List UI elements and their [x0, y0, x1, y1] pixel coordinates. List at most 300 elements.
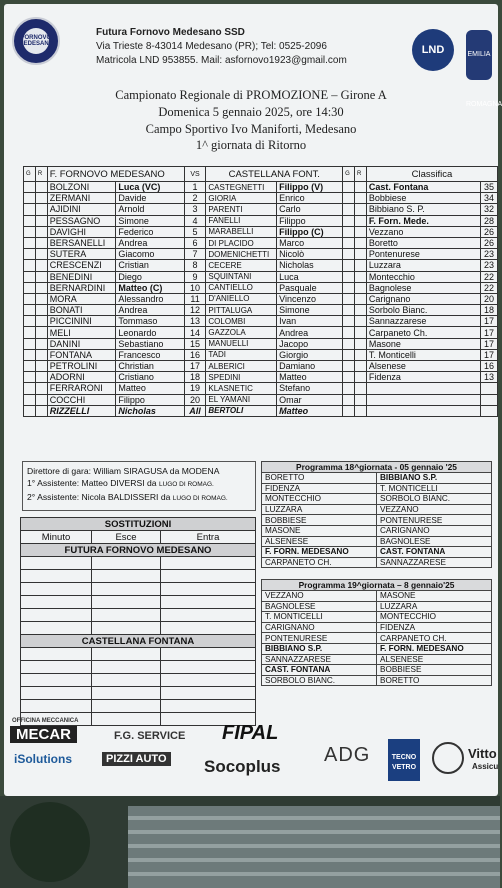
fixture-away: VEZZANO: [377, 504, 492, 515]
home-player-name: Arnold: [116, 204, 184, 215]
shirt-number: 4: [184, 215, 206, 226]
away-player-name: Matteo: [277, 405, 343, 416]
empty-cell: [24, 204, 36, 215]
fixture-away: FIDENZA: [377, 622, 492, 633]
fixture-row: [262, 515, 492, 526]
away-player-surname: PARENTI: [206, 204, 277, 215]
empty-cell: [35, 193, 47, 204]
away-player-name: Jacopo: [277, 338, 343, 349]
club-name: Futura Fornovo Medesano SSD: [96, 27, 245, 38]
empty-cell: [355, 316, 367, 327]
isolutions-logo: iSolutions: [14, 752, 72, 766]
fixture-row: [262, 643, 492, 654]
fixture-home: VEZZANO: [262, 591, 377, 602]
away-player-name: Filippo: [277, 215, 343, 226]
empty-cell: [35, 282, 47, 293]
home-player-surname: BERNARDINI: [47, 282, 116, 293]
empty-cell: [343, 226, 355, 237]
standings-team: F. Forn. Mede.: [366, 215, 480, 226]
lineup-row: [24, 215, 498, 226]
empty-cell: [35, 249, 47, 260]
fipal-logo: FIPAL: [222, 722, 279, 744]
away-player-surname: DI PLACIDO: [206, 237, 277, 248]
standings-points: 35: [481, 182, 498, 193]
substitutions-table: [20, 517, 256, 726]
standings-team: Bibbiano S. P.: [366, 204, 480, 215]
empty-cell: [355, 349, 367, 360]
fixture-home: MASONE: [262, 525, 377, 536]
standings-points: 26: [481, 237, 498, 248]
empty-cell: [24, 249, 36, 260]
lineup-sheet: [4, 4, 502, 796]
home-player-surname: BONATI: [47, 305, 116, 316]
seal-logo: [432, 742, 464, 774]
home-player-surname: CRESCENZI: [47, 260, 116, 271]
fixture-home: CAST. FONTANA: [262, 665, 377, 676]
shirt-number: 6: [184, 237, 206, 248]
empty-cell: [35, 383, 47, 394]
empty-cell: [355, 249, 367, 260]
lineup-row: [24, 372, 498, 383]
fixture-home: BIBBIANO S.P.: [262, 643, 377, 654]
vitto-logo: Vitto: [468, 746, 497, 761]
home-player-name: Luca (VC): [116, 182, 184, 193]
standings-team: Fidenza: [366, 372, 480, 383]
standings-team: Luzzara: [366, 260, 480, 271]
empty-cell: [24, 282, 36, 293]
empty-cell: [355, 182, 367, 193]
home-player-surname: RIZZELLI: [47, 405, 116, 416]
empty-cell: [35, 215, 47, 226]
lineup-row: [24, 260, 498, 271]
empty-cell: [355, 293, 367, 304]
home-player-surname: BOLZONI: [47, 182, 116, 193]
lineup-row: [24, 226, 498, 237]
shirt-number: 12: [184, 305, 206, 316]
lineup-row: [24, 338, 498, 349]
fixture-row: [262, 675, 492, 686]
home-player-name: Matteo (C): [116, 282, 184, 293]
lineup-row: [24, 361, 498, 372]
away-team-header: CASTELLANA FONT.: [206, 167, 343, 182]
away-player-surname: MANUELLI: [206, 338, 277, 349]
empty-cell: [355, 204, 367, 215]
shirt-number: 17: [184, 361, 206, 372]
empty-cell: [24, 372, 36, 383]
away-player-surname: D'ANIELLO: [206, 293, 277, 304]
fixture-home: BORETTO: [262, 473, 377, 484]
home-player-name: Christian: [116, 361, 184, 372]
away-player-name: Marco: [277, 237, 343, 248]
background-photo: [0, 796, 500, 888]
fixture-home: FIDENZA: [262, 483, 377, 494]
standings-points: 26: [481, 226, 498, 237]
empty-cell: [343, 282, 355, 293]
fixture-row: [262, 494, 492, 505]
fixture-home: SORBOLO BIANC.: [262, 675, 377, 686]
empty-cell: [343, 316, 355, 327]
club-info: [96, 26, 347, 68]
standings-points: 28: [481, 215, 498, 226]
lineup-row: [24, 271, 498, 282]
fixture-row: [262, 622, 492, 633]
subs-home-title: FUTURA FORNOVO MEDESANO: [21, 544, 256, 557]
fixture-row: [262, 591, 492, 602]
away-player-name: Luca: [277, 271, 343, 282]
lineup-row: [24, 204, 498, 215]
empty-cell: [35, 293, 47, 304]
empty-cell: [343, 249, 355, 260]
fixture-home: F. FORN. MEDESANO: [262, 547, 377, 558]
away-player-surname: DOMENICHETTI: [206, 249, 277, 260]
vent-background: [128, 806, 500, 888]
lineup-row: [24, 394, 498, 405]
fixture-row: [262, 612, 492, 623]
home-player-name: Cristiano: [116, 372, 184, 383]
home-player-surname: PESSAGNO: [47, 215, 116, 226]
empty-cell: [24, 327, 36, 338]
home-player-name: Giacomo: [116, 249, 184, 260]
empty-cell: [35, 405, 47, 416]
fixture-row: [262, 483, 492, 494]
away-player-surname: KLASNETIC: [206, 383, 277, 394]
standings-points: 13: [481, 372, 498, 383]
fixture-away: F. FORN. MEDESANO: [377, 643, 492, 654]
empty-cell: [35, 204, 47, 215]
home-player-name: Alessandro: [116, 293, 184, 304]
empty-cell: [35, 305, 47, 316]
substitutions-title: SOSTITUZIONI: [21, 518, 256, 531]
fixture-row: [262, 536, 492, 547]
empty-cell: [355, 237, 367, 248]
shirt-number: 13: [184, 316, 206, 327]
lineup-row: [24, 193, 498, 204]
home-player-name: Davide: [116, 193, 184, 204]
home-player-name: Francesco: [116, 349, 184, 360]
home-player-surname: ADORNI: [47, 372, 116, 383]
shirt-number: 7: [184, 249, 206, 260]
fixture-away: PONTENURESE: [377, 515, 492, 526]
home-player-surname: FONTANA: [47, 349, 116, 360]
standings-points: 23: [481, 249, 498, 260]
standings-header: Classifica: [366, 167, 497, 182]
empty-cell: [24, 316, 36, 327]
empty-cell: [24, 260, 36, 271]
fixture-home: LUZZARA: [262, 504, 377, 515]
home-player-name: Leonardo: [116, 327, 184, 338]
tecno-vetro-logo: TECNO VETRO: [388, 739, 420, 781]
lineup-row: [24, 327, 498, 338]
col-in: Entra: [161, 531, 256, 544]
empty-cell: [355, 305, 367, 316]
fixture-row: [262, 633, 492, 644]
fixture-home: CARPANETO CH.: [262, 557, 377, 568]
home-team-header: F. FORNOVO MEDESANO: [47, 167, 184, 182]
home-player-name: Matteo: [116, 383, 184, 394]
standings-team: Carpaneto Ch.: [366, 327, 480, 338]
empty-cell: [343, 394, 355, 405]
away-player-name: Filippo (V): [277, 182, 343, 193]
empty-cell: [343, 361, 355, 372]
standings-points: [481, 383, 498, 394]
home-player-name: Simone: [116, 215, 184, 226]
shirt-number: 1: [184, 182, 206, 193]
club-matricola: Matricola LND 953855. Mail: asfornovo1923@gmail.com: [96, 55, 347, 66]
fixture-home: MONTECCHIO: [262, 494, 377, 505]
away-player-name: Enrico: [277, 193, 343, 204]
home-player-name: Andrea: [116, 305, 184, 316]
home-player-surname: BERSANELLI: [47, 237, 116, 248]
fixture-away: SANNAZZARESE: [377, 557, 492, 568]
away-player-name: Damiano: [277, 361, 343, 372]
away-player-surname: EL YAMANI: [206, 394, 277, 405]
empty-cell: [355, 193, 367, 204]
adg-logo: ADG: [324, 744, 371, 766]
home-player-name: Nicholas: [116, 405, 184, 416]
col-r: R: [35, 167, 47, 182]
empty-cell: [24, 193, 36, 204]
home-player-surname: DAVIGHI: [47, 226, 116, 237]
assistant-1-place: LUGO DI ROMAG.: [158, 481, 214, 488]
pizzi-auto-logo: PIZZI AUTO: [102, 752, 171, 766]
standings-points: [481, 405, 498, 416]
away-player-surname: TADI: [206, 349, 277, 360]
empty-cell: [355, 327, 367, 338]
standings-team: [366, 394, 480, 405]
away-player-name: Nicholas: [277, 260, 343, 271]
away-player-surname: GAZZOLA: [206, 327, 277, 338]
away-player-name: Andrea: [277, 327, 343, 338]
empty-cell: [355, 338, 367, 349]
empty-cell: [343, 372, 355, 383]
standings-points: 22: [481, 282, 498, 293]
home-player-surname: SUTERA: [47, 249, 116, 260]
fixture-away: MONTECCHIO: [377, 612, 492, 623]
officials-box: [22, 461, 256, 511]
fixture-away: BIBBIANO S.P.: [377, 473, 492, 484]
away-player-surname: ALBERICI: [206, 361, 277, 372]
fixture-row: [262, 557, 492, 568]
fixture-row: [262, 525, 492, 536]
lineup-row: [24, 293, 498, 304]
fixture-home: T. MONTICELLI: [262, 612, 377, 623]
empty-cell: [355, 260, 367, 271]
standings-points: 32: [481, 204, 498, 215]
empty-cell: [24, 182, 36, 193]
away-player-name: Giorgio: [277, 349, 343, 360]
program-18-table: [261, 461, 492, 568]
empty-cell: [355, 383, 367, 394]
away-player-name: Filippo (C): [277, 226, 343, 237]
empty-cell: [35, 226, 47, 237]
mecar-logo: MECAR: [10, 726, 77, 743]
standings-points: 23: [481, 260, 498, 271]
empty-cell: [355, 361, 367, 372]
standings-team: Bobbiese: [366, 193, 480, 204]
empty-cell: [343, 215, 355, 226]
mecar-tagline: OFFICINA MECCANICA: [12, 718, 79, 724]
standings-team: T. Monticelli: [366, 349, 480, 360]
home-player-surname: MORA: [47, 293, 116, 304]
empty-cell: [24, 215, 36, 226]
col-g-away: G: [343, 167, 355, 182]
fixture-row: [262, 547, 492, 558]
fixture-row: [262, 504, 492, 515]
empty-cell: [35, 237, 47, 248]
empty-cell: [24, 271, 36, 282]
empty-cell: [343, 305, 355, 316]
standings-team: Alsenese: [366, 361, 480, 372]
standings-points: 34: [481, 193, 498, 204]
assistant-1: 1° Assistente: Matteo DIVERSI da: [27, 478, 159, 488]
standings-team: Carignano: [366, 293, 480, 304]
away-player-name: Simone: [277, 305, 343, 316]
standings-points: [481, 394, 498, 405]
away-player-name: Stefano: [277, 383, 343, 394]
shirt-number: 3: [184, 204, 206, 215]
shirt-number: 16: [184, 349, 206, 360]
home-player-name: Andrea: [116, 237, 184, 248]
lineup-row: [24, 282, 498, 293]
home-player-surname: ZERMANI: [47, 193, 116, 204]
home-player-surname: BENEDINI: [47, 271, 116, 282]
vitto-subtitle: Assicu: [472, 762, 499, 771]
away-player-surname: CASTEGNETTI: [206, 182, 277, 193]
empty-cell: [343, 193, 355, 204]
home-player-name: Cristian: [116, 260, 184, 271]
assistant-2: 2° Assistente: Nicola BALDISSERI da: [27, 492, 173, 502]
club-logo: [12, 17, 60, 65]
match-date: Domenica 5 gennaio 2025, ore 14:30: [158, 105, 344, 119]
standings-points: 22: [481, 271, 498, 282]
empty-cell: [355, 271, 367, 282]
empty-cell: [35, 316, 47, 327]
championship-title: Campionato Regionale di PROMOZIONE – Girone A: [115, 88, 387, 102]
away-player-surname: COLOMBI: [206, 316, 277, 327]
away-player-name: Matteo: [277, 372, 343, 383]
club-logo-text: FORNOVO MEDESANO: [18, 35, 54, 47]
col-out: Esce: [92, 531, 161, 544]
standings-points: 17: [481, 327, 498, 338]
standings-team: [366, 405, 480, 416]
fixture-away: T. MONTICELLI: [377, 483, 492, 494]
program-19-title: Programma 19^giornata – 8 gennaio'25: [262, 580, 492, 591]
empty-cell: [343, 204, 355, 215]
standings-team: Bagnolese: [366, 282, 480, 293]
home-player-surname: COCCHI: [47, 394, 116, 405]
shirt-number: 19: [184, 383, 206, 394]
empty-cell: [343, 293, 355, 304]
standings-points: 18: [481, 305, 498, 316]
empty-cell: [35, 182, 47, 193]
empty-cell: [24, 338, 36, 349]
empty-cell: [35, 349, 47, 360]
lineup-header-row: [24, 167, 498, 182]
fixture-row: [262, 654, 492, 665]
lineup-table: [23, 166, 498, 417]
home-player-surname: FERRARONI: [47, 383, 116, 394]
fixture-home: PONTENURESE: [262, 633, 377, 644]
vs-header: VS: [184, 167, 206, 182]
lnd-region-logo: EMILIA ROMAGNA: [466, 30, 492, 80]
standings-team: Pontenurese: [366, 249, 480, 260]
shirt-number: 5: [184, 226, 206, 237]
home-player-name: Sebastiano: [116, 338, 184, 349]
lineup-row: [24, 305, 498, 316]
away-player-name: Nicolò: [277, 249, 343, 260]
fixture-away: CARIGNANO: [377, 525, 492, 536]
plant-background: [10, 802, 90, 882]
empty-cell: [343, 237, 355, 248]
empty-cell: [343, 182, 355, 193]
assistant-2-place: LUGO DI ROMAG.: [172, 495, 228, 502]
fixture-home: BOBBIESE: [262, 515, 377, 526]
standings-points: 17: [481, 316, 498, 327]
referee-place: MODENA: [181, 466, 220, 476]
away-player-surname: CANTIELLO: [206, 282, 277, 293]
away-player-surname: FANELLI: [206, 215, 277, 226]
lnd-logo: LND: [412, 29, 454, 71]
away-player-name: Vincenzo: [277, 293, 343, 304]
away-player-surname: PITTALUGA: [206, 305, 277, 316]
empty-cell: [24, 383, 36, 394]
fixture-away: BOBBIESE: [377, 665, 492, 676]
standings-points: 17: [481, 349, 498, 360]
empty-cell: [35, 361, 47, 372]
match-round: 1^ giornata di Ritorno: [195, 138, 307, 152]
away-player-surname: BERTOLI: [206, 405, 277, 416]
fixture-away: CARPANETO CH.: [377, 633, 492, 644]
empty-cell: [24, 361, 36, 372]
empty-cell: [35, 372, 47, 383]
empty-cell: [343, 405, 355, 416]
empty-cell: [24, 394, 36, 405]
fixture-home: BAGNOLESE: [262, 601, 377, 612]
empty-cell: [24, 305, 36, 316]
empty-cell: [35, 260, 47, 271]
fg-service-logo: F.G. SERVICE: [114, 730, 186, 742]
empty-cell: [355, 372, 367, 383]
empty-cell: [343, 338, 355, 349]
standings-team: Sorbolo Bianc.: [366, 305, 480, 316]
empty-cell: [35, 327, 47, 338]
fixture-row: [262, 473, 492, 484]
empty-cell: [343, 327, 355, 338]
empty-cell: [343, 271, 355, 282]
empty-cell: [35, 338, 47, 349]
empty-cell: [24, 226, 36, 237]
home-player-surname: MELI: [47, 327, 116, 338]
shirt-number: 18: [184, 372, 206, 383]
match-venue: Campo Sportivo Ivo Maniforti, Medesano: [145, 122, 357, 136]
club-address: Via Trieste 8-43014 Medesano (PR); Tel: 0525-2096: [96, 41, 327, 52]
home-player-surname: AJIDINI: [47, 204, 116, 215]
empty-cell: [355, 226, 367, 237]
empty-cell: [24, 237, 36, 248]
shirt-number: 8: [184, 260, 206, 271]
col-g: G: [24, 167, 36, 182]
empty-cell: [343, 260, 355, 271]
home-player-name: Tommaso: [116, 316, 184, 327]
standings-points: 16: [481, 361, 498, 372]
fixture-away: LUZZARA: [377, 601, 492, 612]
empty-cell: [35, 271, 47, 282]
fixture-away: BAGNOLESE: [377, 536, 492, 547]
empty-cell: [24, 349, 36, 360]
program-18-title: Programma 18^giornata - 05 gennaio '25: [262, 462, 492, 473]
lineup-row: [24, 249, 498, 260]
standings-team: [366, 383, 480, 394]
